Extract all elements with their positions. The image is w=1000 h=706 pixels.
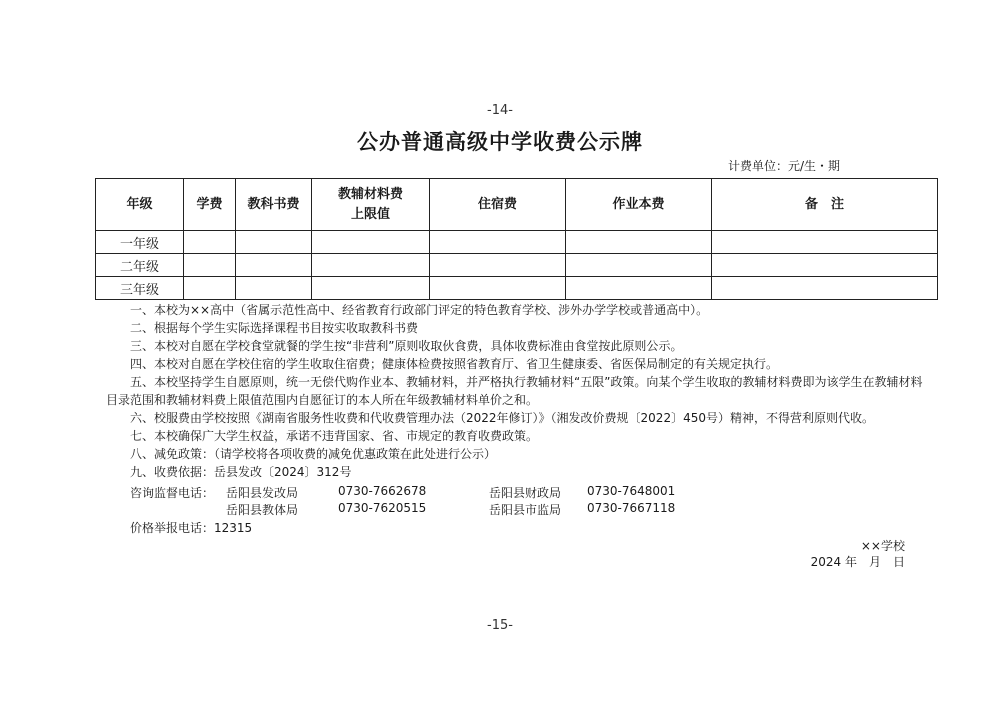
textbook-cell [236,277,312,300]
page-title: 公办普通高级中学收费公示牌 [357,130,643,154]
remarks-cell [712,277,938,300]
table-row [96,254,938,277]
page-number-bottom: -15- [487,618,513,633]
price-report-phone: 价格举报电话：12315 [130,521,253,535]
header-aux-material [312,179,430,231]
homework-cell [566,254,712,277]
contact-org: 岳阳县财政局 [489,486,562,500]
contact-phone: 0730-7667118 [587,501,676,515]
school-signature: ××学校 [860,539,905,553]
table-row [96,231,938,254]
note-item: 一、本校为××高中（省属示范性高中、经省教育行政部门评定的特色教育学校、涉外办学学校或普通高中）。 [130,303,709,317]
header-textbook: 教科书费 [236,179,312,231]
aux-cell [312,277,430,300]
tuition-cell [184,254,236,277]
grade-cell: 二年级 [96,254,184,277]
notes-section [106,301,926,481]
remarks-cell [712,254,938,277]
grade-cell: 三年级 [96,277,184,300]
note-item: 三、本校对自愿在学校食堂就餐的学生按“非营利”原则收取伙食费，具体收费标准由食堂按此原则公示。 [130,339,683,353]
tuition-cell [184,277,236,300]
header-grade: 年级 [96,179,184,231]
aux-cell [312,231,430,254]
contact-label: 咨询监督电话： [130,486,215,500]
contact-phone: 0730-7620515 [338,501,427,515]
table-header-row [96,179,938,231]
header-lodging: 住宿费 [430,179,566,231]
header-homework: 作业本费 [566,179,712,231]
lodging-cell [430,277,566,300]
textbook-cell [236,254,312,277]
fee-table [95,178,938,300]
header-aux-line2: 上限值 [350,206,390,222]
note-item: 九、收费依据：岳县发改〔2024〕312号 [130,465,352,479]
contact-org: 岳阳县市监局 [489,503,562,517]
note-item: 五、本校坚持学生自愿原则，统一无偿代购作业本、教辅材料，并严格执行教辅材料“五限”政策。向某个学生收取的教辅材料费即为该学生在教辅材料目录范围和教辅材料费上限值范围内自愿征订的本人所在年级教辅材料单价之和。 [106,375,923,407]
billing-unit: 计费单位：元/生・期 [728,159,841,173]
grade-cell: 一年级 [96,231,184,254]
table-row [96,277,938,300]
signature-date: 2024 年 月 日 [810,555,905,569]
lodging-cell [430,254,566,277]
note-item: 四、本校对自愿在学校住宿的学生收取住宿费；健康体检费按照省教育厅、省卫生健康委、省医保局制定的有关规定执行。 [130,357,779,371]
homework-cell [566,277,712,300]
note-item: 七、本校确保广大学生权益，承诺不违背国家、省、市规定的教育收费政策。 [130,429,539,443]
header-tuition: 学费 [184,179,236,231]
page-number-top: -14- [487,103,513,118]
header-remarks: 备 注 [712,179,938,231]
aux-cell [312,254,430,277]
homework-cell [566,231,712,254]
contact-phone: 0730-7662678 [338,484,427,498]
contact-org: 岳阳县教体局 [226,503,299,517]
note-item: 八、减免政策：（请学校将各项收费的减免优惠政策在此处进行公示） [130,447,497,461]
tuition-cell [184,231,236,254]
contact-phone: 0730-7648001 [587,484,676,498]
note-item: 六、校服费由学校按照《湖南省服务性收费和代收费管理办法（2022年修订）》（湘发改价费规〔2022〕450号）精神，不得营利原则代收。 [130,411,874,425]
header-aux-line1: 教辅材料费 [337,186,403,202]
remarks-cell [712,231,938,254]
note-item: 二、根据每个学生实际选择课程书目按实收取教科书费 [130,321,419,335]
textbook-cell [236,231,312,254]
lodging-cell [430,231,566,254]
contact-org: 岳阳县发改局 [226,486,299,500]
